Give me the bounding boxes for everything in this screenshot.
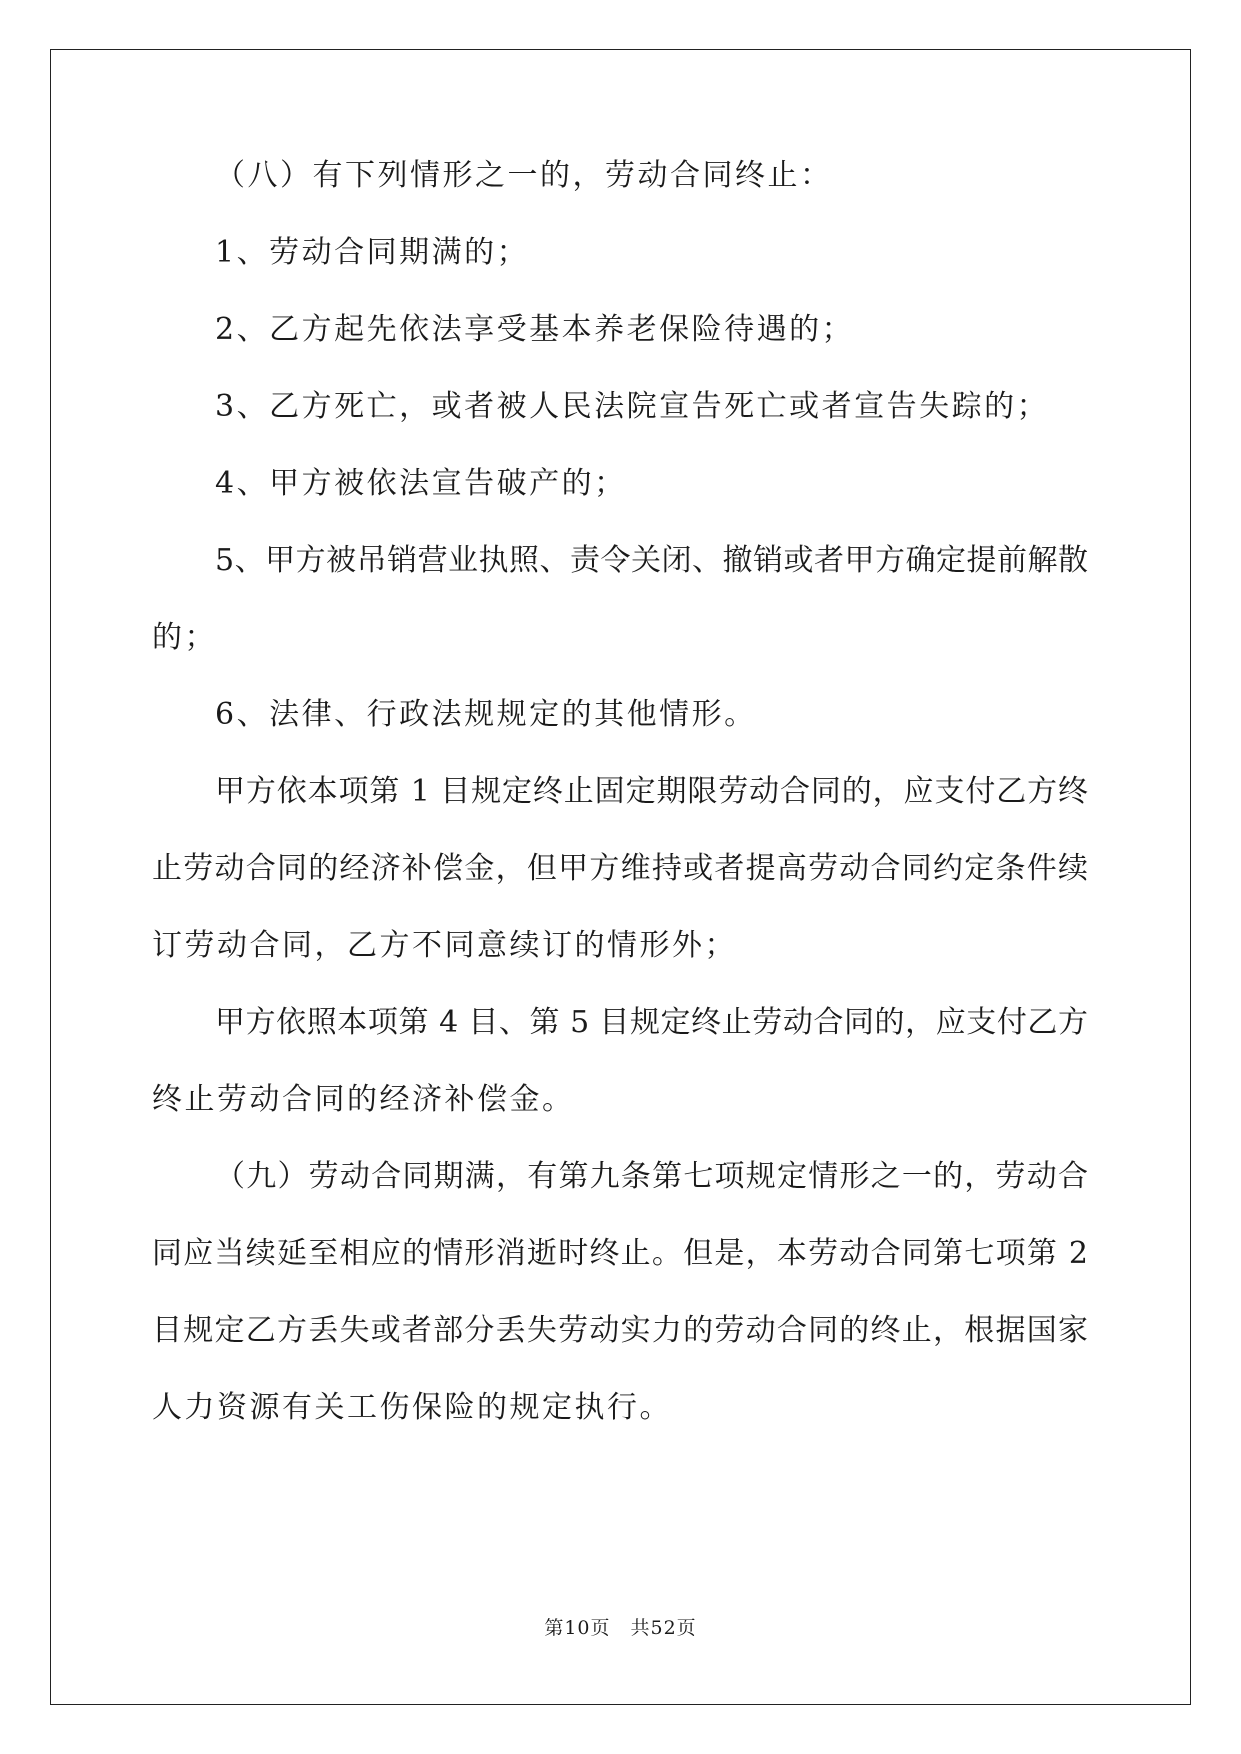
- paragraph-line: 1、劳动合同期满的；: [215, 235, 530, 270]
- paragraph-line: 6、法律、行政法规规定的其他情形。: [215, 697, 757, 732]
- paragraph-line: 终止劳动合同的经济补偿金。: [152, 1082, 575, 1117]
- paragraph-line: 5、甲方被吊销营业执照、责令关闭、撤销或者甲方确定提前解散: [215, 543, 1088, 578]
- paragraph-line: 目规定乙方丢失或者部分丢失劳动实力的劳动合同的终止，根据国家: [152, 1313, 1088, 1348]
- paragraph-line: （九）劳动合同期满，有第九条第七项规定情形之一的，劳动合: [215, 1159, 1088, 1194]
- paragraph-line: 同应当续延至相应的情形消逝时终止。但是，本劳动合同第七项第 2: [152, 1236, 1088, 1271]
- paragraph-line: 甲方依照本项第 4 目、第 5 目规定终止劳动合同的，应支付乙方: [215, 1005, 1088, 1040]
- paragraph-line: 3、乙方死亡，或者被人民法院宣告死亡或者宣告失踪的；: [215, 389, 1050, 424]
- paragraph-line: 人力资源有关工伤保险的规定执行。: [152, 1390, 672, 1425]
- page-number-footer: 第10页 共52页: [544, 1617, 697, 1639]
- paragraph-line: 4、甲方被依法宣告破产的；: [215, 466, 627, 501]
- paragraph-line: 2、乙方起先依法享受基本养老保险待遇的；: [215, 312, 855, 347]
- paragraph-line: 的；: [152, 620, 217, 655]
- paragraph-line: （八）有下列情形之一的，劳动合同终止：: [215, 158, 833, 193]
- paragraph-line: 订劳动合同，乙方不同意续订的情形外；: [152, 928, 737, 963]
- paragraph-line: 止劳动合同的经济补偿金，但甲方维持或者提高劳动合同约定条件续: [152, 851, 1088, 886]
- paragraph-line: 甲方依本项第 1 目规定终止固定期限劳动合同的，应支付乙方终: [215, 774, 1088, 809]
